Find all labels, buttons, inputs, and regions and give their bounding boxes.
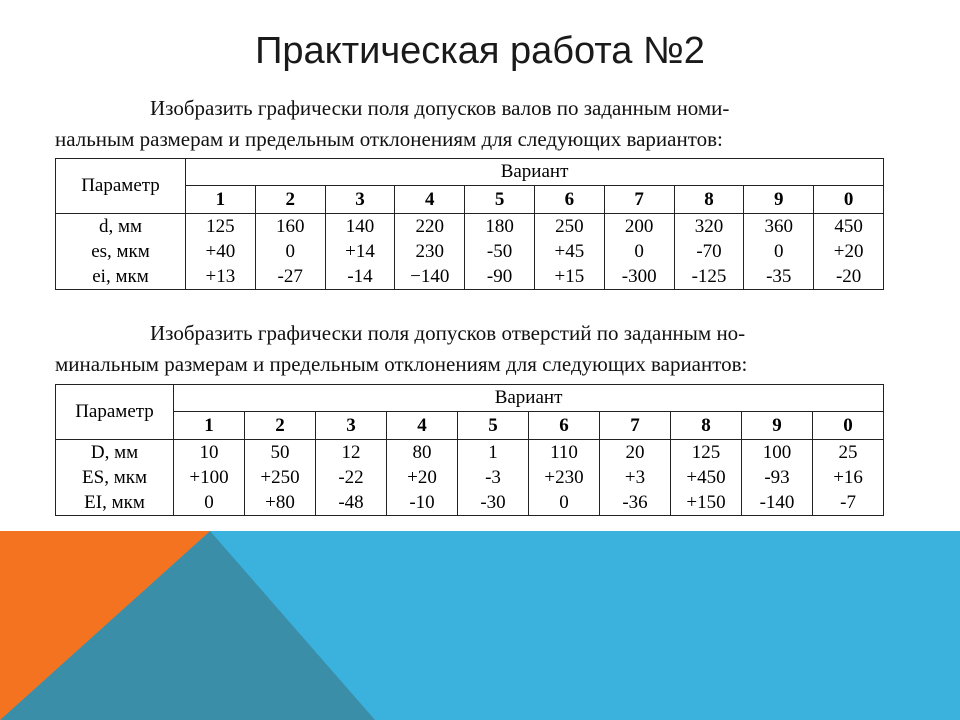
variant-column	[529, 440, 600, 516]
cell-value: +3	[624, 467, 646, 488]
row-label: ei, мкм	[92, 266, 149, 287]
variant-number: 0	[814, 186, 884, 214]
cell-value: 125	[206, 216, 235, 237]
task-1-text	[55, 93, 883, 155]
cell-value: -35	[766, 266, 792, 287]
variant-column	[387, 440, 458, 516]
cell-value: -48	[338, 492, 364, 513]
slide-title: Практическая работа №2	[255, 30, 705, 72]
cell-value: 360	[764, 216, 794, 237]
row-label: D, мм	[90, 442, 139, 463]
variant-column	[604, 214, 674, 290]
cell-value: +15	[554, 266, 585, 287]
cell-value: +150	[686, 492, 726, 513]
cell-value: -30	[480, 492, 506, 513]
row-labels	[56, 214, 186, 290]
cell-value: -3	[485, 467, 501, 488]
cell-value: 50	[270, 442, 290, 463]
cell-value: -7	[840, 492, 856, 513]
variant-column	[674, 214, 744, 290]
cell-value: 100	[762, 442, 792, 463]
cell-value: +14	[345, 241, 375, 262]
cell-value: +45	[554, 241, 585, 262]
row-label: ES, мкм	[82, 467, 147, 488]
task-2-text	[55, 318, 883, 380]
cell-value: 0	[774, 241, 784, 262]
variant-column	[245, 440, 316, 516]
cell-value: −140	[410, 266, 450, 287]
cell-value: -36	[622, 492, 648, 513]
variant-column	[186, 214, 256, 290]
variant-number: 1	[186, 186, 256, 214]
variant-number: 8	[674, 186, 744, 214]
cell-value: -27	[277, 266, 303, 287]
variant-column	[534, 214, 604, 290]
cell-value: 0	[204, 492, 214, 513]
cell-value: +40	[205, 241, 236, 262]
cell-value: +80	[265, 492, 295, 513]
teal-triangle	[0, 531, 375, 720]
cell-value: 110	[550, 442, 578, 463]
variant-number: 9	[744, 186, 814, 214]
cell-value: 0	[559, 492, 569, 513]
param-header: Параметр	[56, 159, 186, 214]
cell-value: 320	[694, 216, 724, 237]
task-2-line-1: Изобразить графически поля допусков отверстий по заданным но-	[150, 321, 746, 345]
cell-value: 160	[275, 216, 305, 237]
variant-number: 6	[534, 186, 604, 214]
variant-column	[744, 214, 814, 290]
variant-column	[174, 440, 245, 516]
variant-header: Вариант	[174, 385, 884, 412]
task-1-line-2: нальным размерам и предельным отклонениям для следующих вариантов:	[55, 127, 723, 151]
variant-column	[316, 440, 387, 516]
task-1-line-1: Изобразить графически поля допусков валов по заданным номи-	[150, 96, 730, 120]
variant-number: 2	[255, 186, 325, 214]
cell-value: +13	[205, 266, 236, 287]
variant-column	[255, 214, 325, 290]
variant-number: 0	[813, 412, 884, 440]
row-label: es, мкм	[91, 241, 150, 262]
variant-column	[814, 214, 884, 290]
cell-value: 0	[285, 241, 295, 262]
cell-value: -50	[486, 241, 513, 262]
variant-number: 8	[671, 412, 742, 440]
cell-value: +450	[686, 467, 726, 488]
variant-number: 1	[174, 412, 245, 440]
cell-value: +250	[260, 467, 300, 488]
variant-number: 5	[458, 412, 529, 440]
variant-number: 4	[387, 412, 458, 440]
variant-number: 4	[395, 186, 465, 214]
row-label: d, мм	[98, 216, 143, 237]
cell-value: 20	[625, 442, 645, 463]
holes-table	[55, 384, 884, 516]
cell-value: 12	[341, 442, 361, 463]
cell-value: +20	[407, 467, 437, 488]
cell-value: -20	[835, 266, 862, 287]
shafts-table	[55, 158, 884, 290]
variant-number: 3	[316, 412, 387, 440]
row-labels	[56, 440, 174, 516]
cell-value: -90	[486, 266, 513, 287]
variant-column	[458, 440, 529, 516]
row-label: EI, мкм	[84, 492, 145, 513]
cell-value: 0	[634, 241, 644, 262]
cell-value: 250	[555, 216, 584, 237]
cell-value: 80	[412, 442, 432, 463]
variant-column	[465, 214, 535, 290]
task-2-line-2: минальным размерам и предельным отклонениям для следующих вариантов:	[55, 352, 748, 376]
cell-value: 140	[345, 216, 375, 237]
cell-value: 125	[691, 442, 721, 463]
variant-header: Вариант	[186, 159, 884, 186]
cell-value: 1	[488, 442, 498, 463]
cell-value: 230	[415, 241, 445, 262]
cell-value: +100	[189, 467, 229, 488]
variant-number: 9	[742, 412, 813, 440]
variant-number: 7	[604, 186, 674, 214]
cell-value: +20	[833, 241, 864, 262]
variant-column	[395, 214, 465, 290]
variant-number: 3	[325, 186, 395, 214]
cell-value: 450	[834, 216, 863, 237]
param-header: Параметр	[56, 385, 174, 440]
cell-value: -125	[691, 266, 727, 287]
cell-value: -70	[696, 241, 722, 262]
cell-value: -300	[621, 266, 657, 287]
variant-number: 6	[529, 412, 600, 440]
cell-value: 10	[199, 442, 219, 463]
variant-column	[325, 214, 395, 290]
variant-column	[742, 440, 813, 516]
orange-triangle	[0, 531, 210, 720]
cell-value: +16	[833, 467, 863, 488]
cell-value: -93	[764, 467, 790, 488]
cell-value: 25	[838, 442, 858, 463]
variant-column	[813, 440, 884, 516]
variant-number: 5	[465, 186, 535, 214]
cell-value: -10	[409, 492, 435, 513]
variant-number: 2	[245, 412, 316, 440]
cell-value: -140	[759, 492, 795, 513]
cell-value: +230	[544, 467, 584, 488]
cell-value: 180	[485, 216, 514, 237]
variant-number: 7	[600, 412, 671, 440]
cell-value: 200	[624, 216, 654, 237]
variant-column	[671, 440, 742, 516]
variant-column	[600, 440, 671, 516]
blue-band	[0, 531, 960, 720]
cell-value: 220	[415, 216, 445, 237]
cell-value: -22	[338, 467, 364, 488]
cell-value: -14	[347, 266, 373, 287]
